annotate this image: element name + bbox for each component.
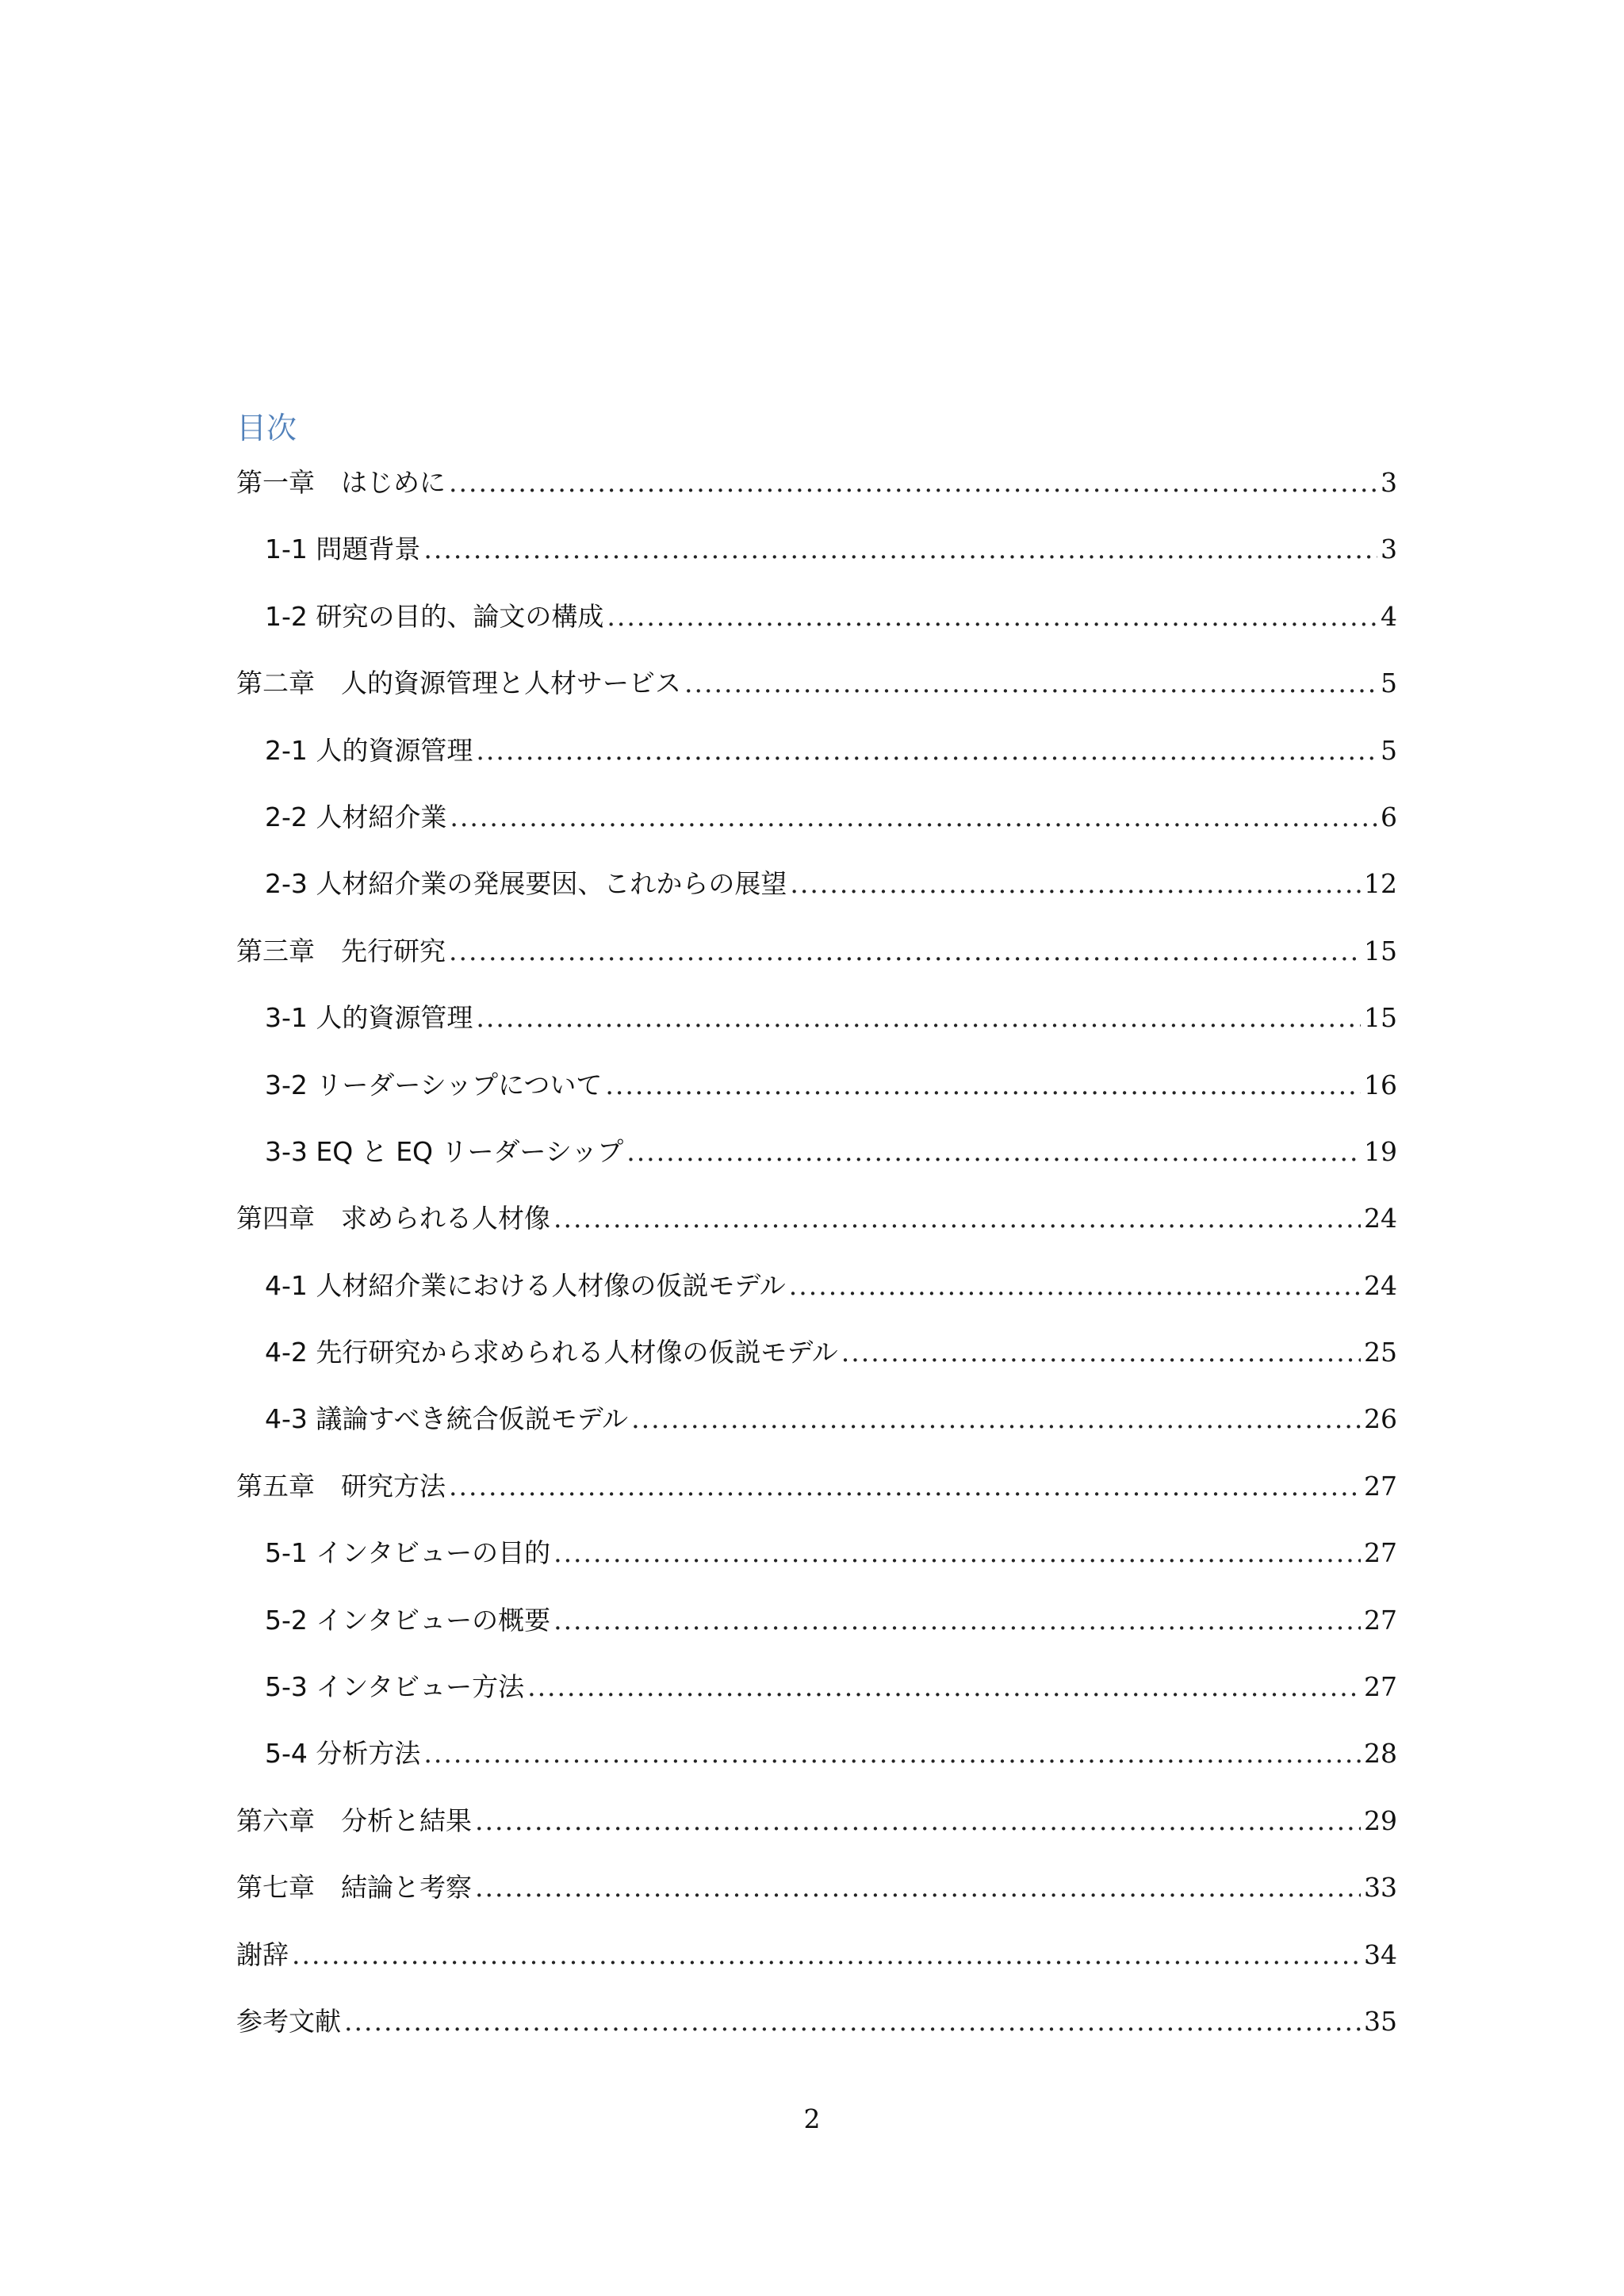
toc-dot-leader [790, 867, 1361, 901]
toc-entry-page: 19 [1364, 1135, 1397, 1167]
toc-entry-title: 3-1 人的資源管理 [265, 1002, 473, 1034]
toc-entry-page: 3 [1381, 467, 1397, 498]
toc-dot-leader [423, 1737, 1361, 1770]
toc-entry-title: 1-2 研究の目的、論文の構成 [265, 600, 604, 632]
toc-entry[interactable] [236, 466, 1397, 533]
toc-entry-title: 第六章 分析と結果 [236, 1804, 472, 1836]
toc-entry[interactable] [236, 1336, 1397, 1402]
toc-entry-page: 28 [1364, 1738, 1397, 1770]
toc-entry[interactable] [236, 1202, 1397, 1269]
toc-entry[interactable] [236, 1001, 1397, 1068]
toc-dot-leader [553, 1536, 1361, 1570]
toc-dot-leader [684, 667, 1377, 700]
toc-entry[interactable] [236, 667, 1397, 733]
toc-entry-page: 12 [1364, 868, 1397, 900]
toc-entry-title: 5-1 インタビューの目的 [265, 1537, 551, 1569]
toc-entry[interactable] [236, 1604, 1397, 1670]
toc-entry[interactable] [236, 1938, 1397, 2005]
table-of-contents [236, 466, 1397, 2072]
toc-entry-title: 2-2 人材紹介業 [265, 801, 447, 832]
toc-dot-leader [607, 600, 1377, 633]
toc-entry-title: 1-1 問題背景 [265, 534, 421, 565]
toc-dot-leader [789, 1269, 1361, 1303]
toc-dot-leader [841, 1336, 1361, 1369]
toc-heading: 目次 [236, 411, 297, 446]
toc-dot-leader [605, 1069, 1361, 1102]
toc-entry[interactable] [236, 1871, 1397, 1938]
toc-dot-leader [450, 801, 1377, 834]
toc-entry-page: 3 [1381, 534, 1397, 565]
toc-entry[interactable] [236, 2005, 1397, 2072]
toc-entry-page: 27 [1364, 1604, 1397, 1636]
toc-entry-page: 15 [1364, 1002, 1397, 1034]
toc-entry-title: 2-1 人的資源管理 [265, 734, 473, 766]
toc-entry-title: 第五章 研究方法 [236, 1470, 446, 1502]
toc-dot-leader [344, 2005, 1361, 2038]
toc-entry[interactable] [236, 1804, 1397, 1871]
toc-entry-page: 27 [1364, 1470, 1397, 1502]
toc-entry-title: 5-4 分析方法 [265, 1738, 421, 1770]
page-number: 2 [803, 2103, 821, 2134]
toc-entry[interactable] [236, 533, 1397, 599]
toc-entry-page: 24 [1364, 1203, 1397, 1234]
toc-entry-page: 25 [1364, 1337, 1397, 1368]
toc-entry[interactable] [236, 801, 1397, 867]
toc-dot-leader [527, 1670, 1361, 1704]
toc-entry[interactable] [236, 867, 1397, 934]
toc-entry-title: 3-2 リーダーシップについて [265, 1069, 603, 1100]
toc-dot-leader [553, 1604, 1361, 1637]
toc-entry[interactable] [236, 1069, 1397, 1135]
toc-entry-title: 4-1 人材紹介業における人材像の仮説モデル [265, 1269, 786, 1301]
toc-dot-leader [475, 1804, 1361, 1838]
toc-dot-leader [423, 533, 1377, 566]
toc-entry-title: 第三章 先行研究 [236, 935, 446, 966]
toc-entry-page: 5 [1381, 668, 1397, 699]
toc-entry-title: 謝辞 [236, 1938, 289, 1970]
toc-dot-leader [476, 1001, 1361, 1035]
toc-entry[interactable] [236, 935, 1397, 1001]
toc-entry[interactable] [236, 1470, 1397, 1536]
toc-entry-page: 4 [1381, 600, 1397, 632]
toc-dot-leader [449, 1470, 1361, 1503]
toc-entry-page: 27 [1364, 1671, 1397, 1703]
toc-entry-page: 26 [1364, 1403, 1397, 1435]
toc-entry[interactable] [236, 1670, 1397, 1737]
toc-entry-title: 参考文献 [236, 2005, 341, 2037]
toc-entry-page: 27 [1364, 1537, 1397, 1569]
toc-entry-title: 4-3 議論すべき統合仮説モデル [265, 1403, 629, 1435]
toc-entry-title: 2-3 人材紹介業の発展要因、これからの展望 [265, 868, 787, 900]
toc-entry-title: 第二章 人的資源管理と人材サービス [236, 668, 681, 699]
toc-entry-title: 第七章 結論と考察 [236, 1872, 472, 1904]
toc-entry-page: 16 [1364, 1069, 1397, 1100]
toc-entry-title: 5-2 インタビューの概要 [265, 1604, 551, 1636]
toc-dot-leader [476, 734, 1377, 767]
toc-dot-leader [475, 1871, 1361, 1904]
toc-entry-title: 第四章 求められる人材像 [236, 1203, 550, 1234]
toc-entry-page: 6 [1381, 801, 1397, 832]
toc-entry[interactable] [236, 600, 1397, 667]
toc-entry-title: 3-3 EQ と EQ リーダーシップ [265, 1135, 624, 1167]
toc-dot-leader [449, 466, 1377, 499]
toc-entry[interactable] [236, 1536, 1397, 1603]
toc-entry-title: 4-2 先行研究から求められる人材像の仮説モデル [265, 1337, 838, 1368]
toc-entry[interactable] [236, 1135, 1397, 1202]
toc-entry-page: 24 [1364, 1269, 1397, 1301]
toc-entry-page: 5 [1381, 734, 1397, 766]
toc-entry-page: 34 [1364, 1938, 1397, 1970]
toc-entry-title: 5-3 インタビュー方法 [265, 1671, 525, 1703]
toc-dot-leader [292, 1938, 1361, 1972]
toc-entry-page: 33 [1364, 1872, 1397, 1904]
toc-entry[interactable] [236, 734, 1397, 801]
toc-entry-title: 第一章 はじめに [236, 467, 446, 498]
toc-dot-leader [631, 1402, 1361, 1436]
toc-entry[interactable] [236, 1402, 1397, 1469]
toc-dot-leader [553, 1202, 1361, 1235]
toc-dot-leader [449, 935, 1361, 968]
toc-dot-leader [626, 1135, 1361, 1169]
toc-entry[interactable] [236, 1269, 1397, 1336]
toc-entry-page: 35 [1364, 2005, 1397, 2037]
toc-entry[interactable] [236, 1737, 1397, 1804]
toc-entry-page: 29 [1364, 1804, 1397, 1836]
toc-entry-page: 15 [1364, 935, 1397, 966]
